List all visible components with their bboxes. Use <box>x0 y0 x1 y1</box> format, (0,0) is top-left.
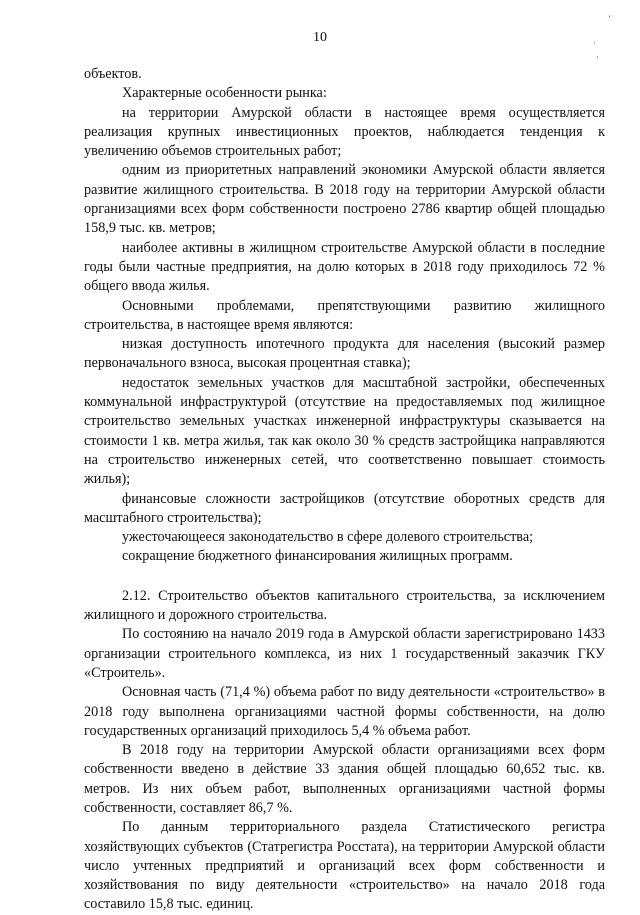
paragraph: Основная часть (71,4 %) объема работ по виду деятельности «строительство» в 2018 году выполнена организациями частной формы собственности, на долю государственных организаций приходилось 5,4 % объема работ. <box>84 684 605 739</box>
scan-mark: · <box>593 39 596 49</box>
document-body <box>84 65 605 915</box>
paragraph: одним из приоритетных направлений экономики Амурской области является развитие жилищного строительства. В 2018 году на территории Амурской области организациями всех форм собственности построено 2786 квартир общей площадью 158,9 тыс. кв. метров; <box>84 162 605 237</box>
paragraph: на территории Амурской области в настоящее время осуществляется реализация крупных инвестиционных проектов, наблюдается тенденция к увеличению объемов строительных работ; <box>84 104 605 160</box>
paragraph: По данным территориального раздела Статистического регистра хозяйствующих субъектов (Статрегистра Росстата), на территории Амурской области число учтенных предприятий и организаций всех форм собственности и хозяйствования по виду деятельности «строительство» на начало 2018 года составило 15,8 тыс. единиц. <box>84 819 605 913</box>
paragraph: финансовые сложности застройщиков (отсутствие оборотных средств для масштабного строительства); <box>84 490 605 526</box>
scan-mark: · <box>596 53 599 63</box>
paragraph: Основными проблемами, препятствующими развитию жилищного строительства, в настоящее время являются: <box>84 297 605 333</box>
page-number: 10 <box>313 30 327 45</box>
paragraph: наиболее активны в жилищном строительстве Амурской области в последние годы были частные предприятия, на долю которых в 2018 году приходилось 72 % общего ввода жилья. <box>84 239 605 295</box>
paragraph: ужесточающееся законодательство в сфере долевого строительства; <box>122 529 534 546</box>
section-heading: 2.12. Строительство объектов капитального строительства, за исключением жилищного и дорожного строительства. <box>84 587 605 624</box>
paragraph: В 2018 году на территории Амурской области организациями всех форм собственности введено в действие 33 здания общей площадью 60,652 тыс. кв. метров. Из них объем работ, выполненных организациями частной формы собственности, составляет 86,7 %. <box>84 742 605 816</box>
paragraph: низкая доступность ипотечного продукта для населения (высокий размер первоначального взноса, высокая процентная ставка); <box>84 336 605 372</box>
paragraph: сокращение бюджетного финансирования жилищных программ. <box>122 548 513 565</box>
section-gap <box>84 567 605 587</box>
paragraph: объектов. <box>84 66 142 82</box>
paragraph: недостаток земельных участков для масштабной застройки, обеспеченных коммунальной инфраструктурой (отсутствие на предоставляемых под жилищное строительство земельных участках инженерной инфраструктуры сказывается на стоимости 1 кв. метра жилья, так как около 30 % средств застройщика направляются на строительство инженерных сетей, что соответственно повышает стоимость жилья); <box>84 374 605 488</box>
paragraph: Характерные особенности рынка: <box>122 85 327 102</box>
scan-mark: ʼ <box>608 15 611 25</box>
paragraph: По состоянию на начало 2019 года в Амурской области зарегистрировано 1433 организации строительного комплекса, из них 1 государственный заказчик ГКУ «Строитель». <box>84 626 605 681</box>
